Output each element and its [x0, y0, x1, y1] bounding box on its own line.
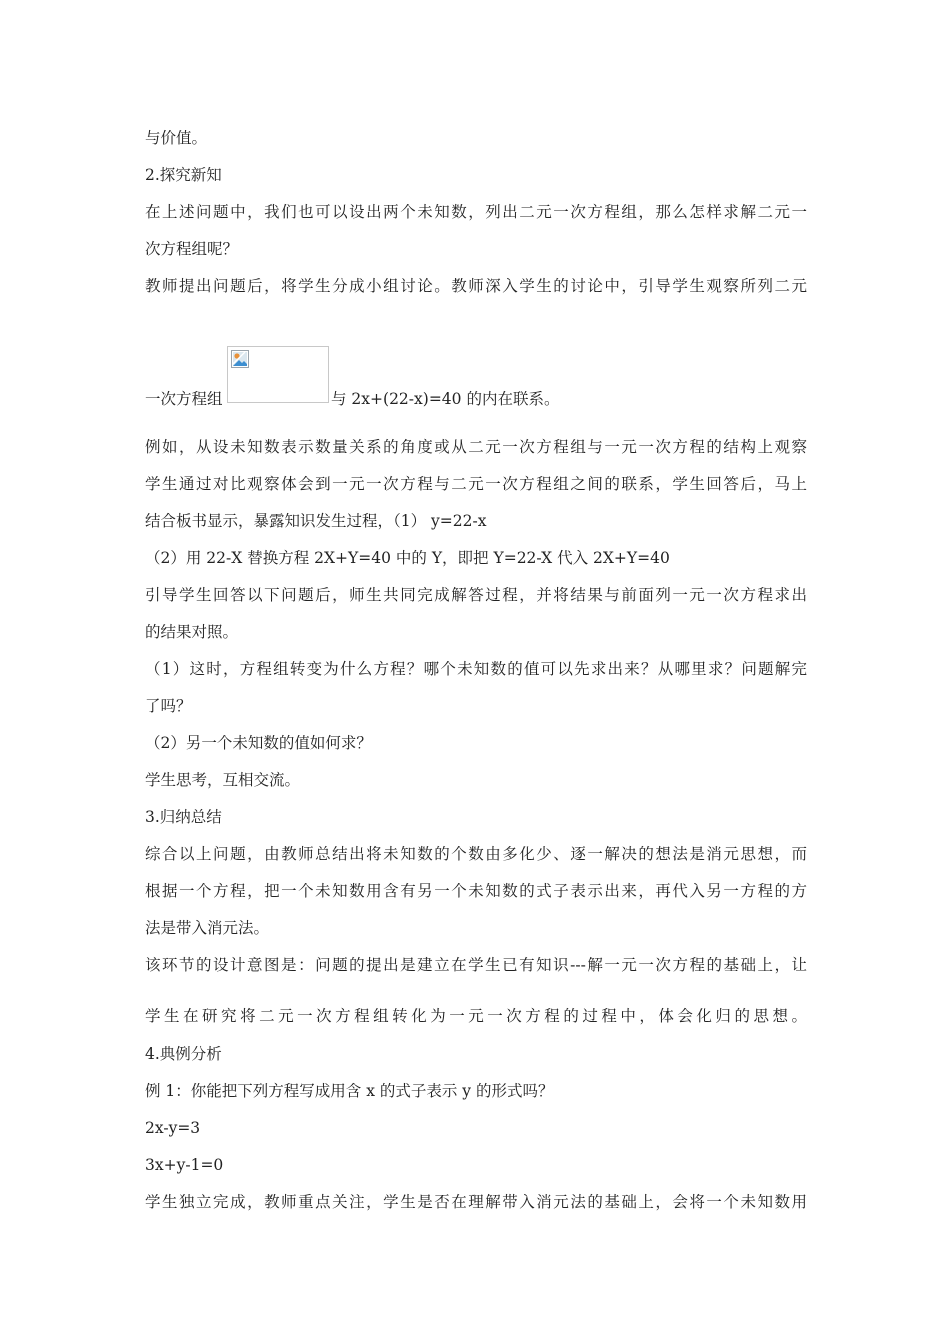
paragraph-text: 结合板书显示，暴露知识发生过程，（1） y=22-x — [145, 512, 487, 530]
paragraph-text: 在上述问题中，我们也可以设出两个未知数，列出二元一次方程组，那么怎样求解二元一 — [145, 203, 807, 221]
broken-image-icon — [231, 350, 249, 368]
paragraph-text: 例 1：你能把下列方程写成用含 x 的式子表示 y 的形式吗？ — [145, 1082, 554, 1100]
paragraph-text: 学生思考，互相交流。 — [145, 771, 301, 789]
paragraph-text: 教师提出问题后，将学生分成小组讨论。教师深入学生的讨论中，引导学生观察所列二元 — [145, 277, 807, 295]
section-heading: 4.典例分析 — [145, 1045, 222, 1063]
paragraph-text: （2）用 22-X 替换方程 2X+Y=40 中的 Y，即把 Y=22-X 代入 2X+Y=40 — [145, 549, 670, 567]
paragraph-text: 根据一个方程，把一个未知数用含有另一个未知数的式子表示出来，再代入另一方程的方 — [145, 882, 807, 900]
paragraph-text: 的结果对照。 — [145, 623, 239, 641]
paragraph-text: 引导学生回答以下问题后，师生共同完成解答过程，并将结果与前面列一元一次方程求出 — [145, 586, 807, 604]
paragraph-text: 法是带入消元法。 — [145, 919, 270, 937]
equation-text: 2x-y=3 — [145, 1119, 201, 1137]
paragraph-text: 与价值。 — [145, 129, 208, 147]
paragraph-text: 与 2x+(22-x)=40 的内在联系。 — [331, 390, 560, 408]
paragraph-text: 学生独立完成，教师重点关注，学生是否在理解带入消元法的基础上，会将一个未知数用 — [145, 1193, 807, 1211]
section-heading: 2.探究新知 — [145, 166, 222, 184]
paragraph-text: 综合以上问题，由教师总结出将未知数的个数由多化少、逐一解决的想法是消元思想，而 — [145, 845, 807, 863]
paragraph-text: 例如，从设未知数表示数量关系的角度或从二元一次方程组与一元一次方程的结构上观察 — [145, 438, 807, 456]
paragraph-text: （1）这时，方程组转变为什么方程？哪个未知数的值可以先求出来？从哪里求？问题解完 — [145, 660, 807, 678]
paragraph-text: （2）另一个未知数的值如何求？ — [145, 734, 372, 752]
equation-image-placeholder — [227, 346, 329, 403]
equation-text: 3x+y-1=0 — [145, 1156, 224, 1174]
paragraph-text: 一次方程组 — [145, 390, 223, 408]
paragraph-text: 次方程组呢？ — [145, 240, 239, 258]
section-heading: 3.归纳总结 — [145, 808, 222, 826]
paragraph-text: 了吗？ — [145, 697, 192, 715]
paragraph-text: 学生在研究将二元一次方程组转化为一元一次方程的过程中，体会化归的思想。 — [145, 1007, 807, 1025]
paragraph-text: 该环节的设计意图是：问题的提出是建立在学生已有知识---解一元一次方程的基础上，让 — [145, 956, 807, 974]
paragraph-text: 学生通过对比观察体会到一元一次方程与二元一次方程组之间的联系，学生回答后，马上 — [145, 475, 807, 493]
